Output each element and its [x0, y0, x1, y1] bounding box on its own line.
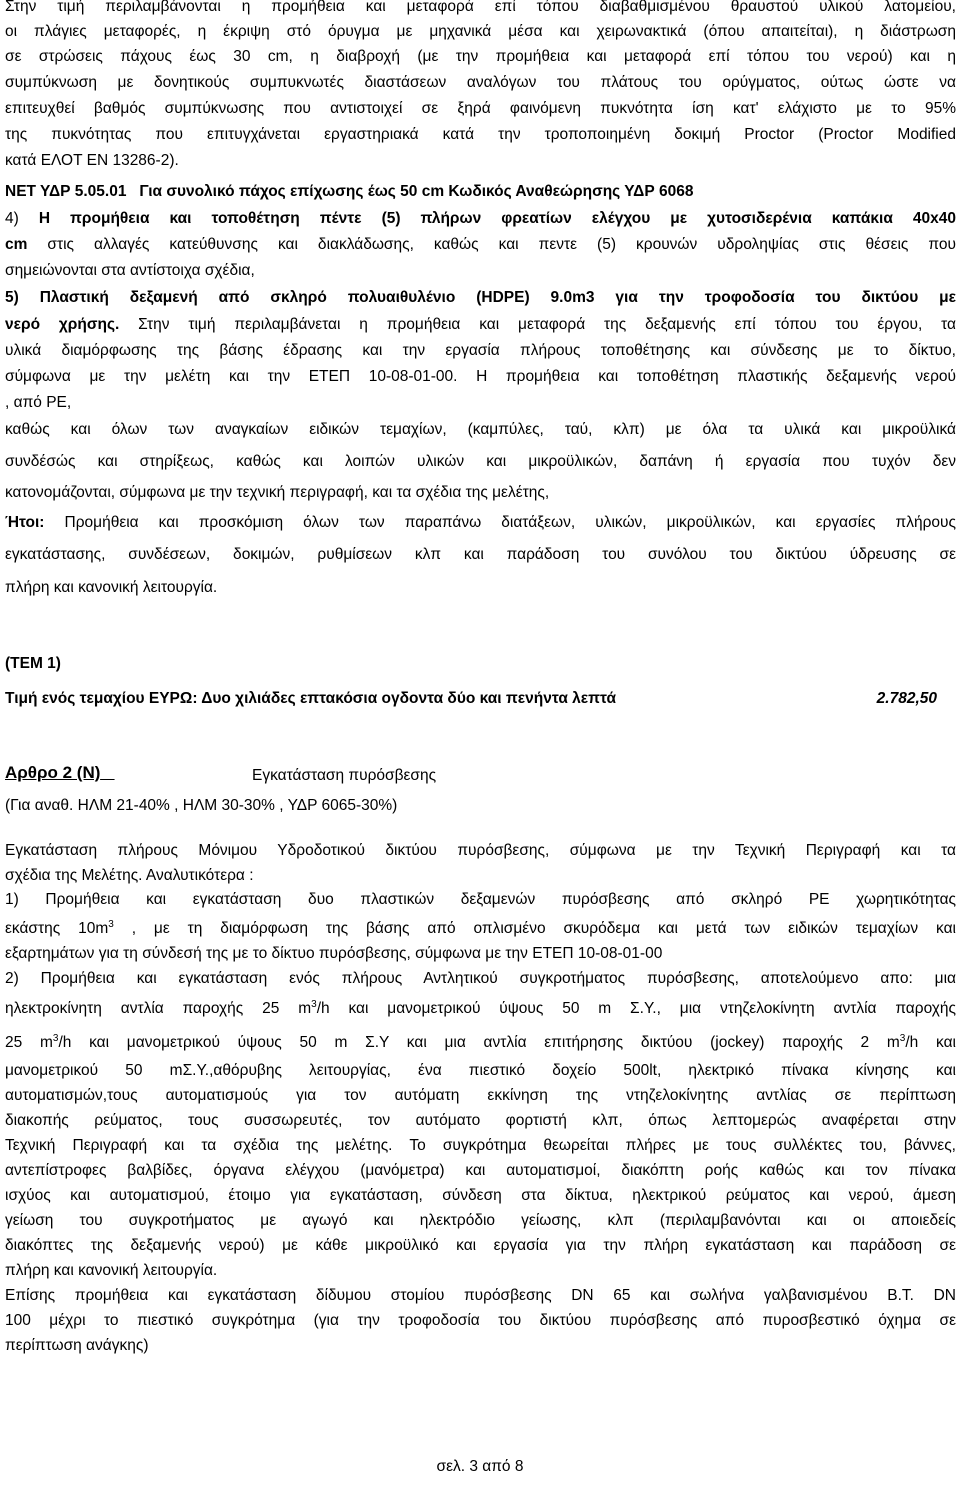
paragraph-line: διακόπτες της δεξαμενής νερού) με κάθε μικροϋλικό και εργασία για την πλήρη εγκατάσταση και παράδοση σε	[5, 1237, 956, 1254]
text-span: , με τη διαμόρφωση της βάσης από οπλισμένο σκυρόδεμα και μετά των ειδικών τεμαχίων και	[113, 920, 956, 937]
price-value: 2.782,50	[876, 690, 937, 707]
paragraph-line: σύμφωνα με την μελέτη και την ΕΤΕΠ 10-08-01-00. Η προμήθεια και τοποθέτηση πλαστικής δεξαμενής νερού	[5, 368, 956, 385]
paragraph-line: Εγκατάσταση πλήρους Μόνιμου Υδροδοτικού δικτύου πυρόσβεσης, σύμφωνα με την Τεχνική Περιγραφή και τα	[5, 842, 956, 859]
item-prefix: 4)	[5, 210, 39, 227]
text-span: /h και μανομετρικού ύψους 50 m Σ.Υ και μια αντλία επιτήρησης δικτύου (jockey) παροχής 2 m	[58, 1034, 900, 1051]
itoi-line	[5, 512, 956, 534]
superscript: 3	[899, 1032, 906, 1044]
item-4-text: στις αλλαγές κατεύθυνσης και διακλάδωσης, καθώς και πεντε (5) κρουνών υδροληψίας στις θέσεις που	[27, 236, 956, 253]
item-4-line-2	[5, 234, 956, 256]
article-refs: (Για αναθ. ΗΛΜ 21-40% , ΗΛΜ 30-30% , ΥΔΡ 6065-30%)	[5, 797, 398, 814]
paragraph-line: πλήρη και κανονική λειτουργία.	[5, 1262, 218, 1279]
paragraph-line: 1) Προμήθεια και εγκατάσταση δυο πλαστικών δεξαμενών πυρόσβεσης από σκληρό PE χωρητικότητας	[5, 891, 956, 908]
text-span: /h και μανομετρικού ύψους 50 m Σ.Υ., μια ντηζελοκίνητη αντλία παροχής	[316, 1000, 957, 1017]
paragraph-line: υλικά διαμόρφωσης της βάσης έδρασης και την εργασία πλήρους τοποθέτησης και σύνδεσης με το δίκτυο,	[5, 342, 956, 359]
superscript: 3	[52, 1032, 59, 1044]
item-4-line-3: σημειώνονται στα αντίστοιχα σχέδια,	[5, 262, 255, 279]
item-5-text: Στην τιμή περιλαμβάνεται η προμήθεια και μεταφορά της δεξαμενής επί τόπου του έργου, τα	[119, 316, 956, 333]
paragraph-line	[5, 1032, 956, 1054]
item-5-title-end: νερό χρήσης.	[5, 316, 120, 333]
item-4-title: Η προμήθεια και τοποθέτηση πέντε (5) πλήρων φρεατίων ελέγχου με χυτοσιδερένια καπάκια 40x40	[38, 210, 956, 227]
paragraph-line: αντεπίστροφες βαλβίδες, όργανα ελέγχου (μανόμετρα) και αυτοματισμοί, διακόπτη ροής καθώς και τον πίνακα	[5, 1162, 956, 1179]
paragraph-line: οι πλάγιες μεταφορές, η έκριψη στό όρυγμα με μηχανικά μέσα και χειρωνακτικά (όπου απαιτείται), η διάστρωση	[5, 23, 956, 40]
paragraph-line: Τεχνική Περιγραφή και τα σχέδια της μελέτης. Το συγκρότημα θεωρείται πλήρες με τους συλλέκτες του, βάννες,	[5, 1137, 956, 1154]
item-4-line-1	[5, 208, 956, 230]
itoi-text: Προμήθεια και προσκόμιση όλων των παραπάνω διατάξεων, υλικών, μικροϋλικών, και εργασίες πλήρους	[44, 514, 956, 531]
paragraph-line: σε στρώσεις πάχους έως 30 cm, η διαβροχή (με την προμήθεια και μεταφορά επί τόπου του νερού) και η	[5, 48, 956, 65]
paragraph-line: 2) Προμήθεια και εγκατάσταση ενός πλήρους Αντλητικού συγκροτήματος πυρόσβεσης, αποτελούμενο απο: μια	[5, 970, 956, 987]
paragraph-line: επιτευχθεί βαθμός συμπύκνωσης που αντιστοιχεί σε ξηρά φαινόμενη πυκνότητα ίση κατ' ελάχιστο με το 95%	[5, 100, 956, 117]
paragraph-line: σχέδια της Μελέτης. Αναλυτικότερα :	[5, 867, 254, 884]
paragraph-line: καθώς και όλων των αναγκαίων ειδικών τεμαχίων, (καμπύλες, ταύ, κλπ) με όλα τα υλικά και μικροϋλικά	[5, 421, 956, 438]
paragraph-line: της πυκνότητας που επιτυγχάνεται εργαστηριακά κατά την τροποποιημένη δοκιμή Proctor (Proctor Modified	[5, 126, 956, 143]
superscript: 3	[108, 918, 114, 930]
paragraph-line: Επίσης προμήθεια και εγκατάσταση δίδυμου στομίου πυρόσβεσης DN 65 και σωλήνα γαλβανισμένου Β.Τ. DN	[5, 1287, 956, 1304]
price-label: Τιμή ενός τεμαχίου ΕΥΡΩ: Δυο χιλιάδες επτακόσια ογδοντα δύο και πενήντα λεπτά	[5, 690, 617, 707]
paragraph-line: συνδέσώς και στηρίξεως, καθώς και λοιπών υλικών και μικροϋλικών, δαπάνη ή εργασία που τυχόν δεν	[5, 453, 956, 470]
paragraph-line: εξαρτημάτων για τη σύνδεσή της με το δίκτυο πυρόσβεσης, σύμφωνα με την ΕΤΕΠ 10-08-01-00	[5, 945, 663, 962]
paragraph-line: 100 μέχρι το πιεστικό συγκρότημα (για την τροφοδοσία του δικτύου πυρόσβεσης από πυροσβεστικό όχημα σε	[5, 1312, 956, 1329]
paragraph-line: , από PE,	[5, 394, 72, 411]
net-code-line: ΝΕΤ ΥΔΡ 5.05.01 Για συνολικό πάχος επίχωσης έως 50 cm Κωδικός Αναθεώρησης ΥΔΡ 6068	[5, 183, 694, 200]
article-heading-underline	[100, 763, 114, 782]
text-span: /h και	[905, 1034, 956, 1051]
paragraph-line: Στην τιμή περιλαμβάνονται η προμήθεια και μεταφορά επί τόπου διαβαθμισμένου θραυστού υλικού λατομείου,	[5, 0, 956, 15]
paragraph-line: συμπύκνωση με δονητικούς συμπυκνωτές διαστάσεων αναλόγων του πλάτους του ορύγματος, ούτως ώστε να	[5, 74, 956, 91]
item-5-title: 5) Πλαστική δεξαμενή από σκληρό πολυαιθυλένιο (HDPE) 9.0m3 για την τροφοδοσία του δικτύου με	[5, 289, 956, 306]
text-span: 25 m	[5, 1034, 53, 1051]
paragraph-line: διακοπής ρεύματος, τους συσσωρευτές, τον αυτόματο φορτιστή κλπ, όπως λεπτομερώς αναφέρεται στην	[5, 1112, 956, 1129]
paragraph-line: αυτοματισμών,τους αυτοματισμούς για τον αυτόματη εκκίνηση της ντηζελοκίνητης αντλίας σε περίπτωση	[5, 1087, 956, 1104]
paragraph-line: κατονομάζονται, σύμφωνα με την τεχνική περιγραφή, και τα σχέδια της μελέτης,	[5, 484, 550, 501]
paragraph-line: γείωση του συγκροτήματος με αγωγό και ηλεκτρόδιο γείωσης, κλπ (περιλαμβανόνται και οι αποιεδείς	[5, 1212, 956, 1229]
article-number: Αρθρο 2 (Ν)	[5, 763, 101, 782]
paragraph-line	[5, 918, 956, 940]
paragraph-line: ισχύος και αυτοματισμού, έτοιμο για εγκατάσταση, σύνδεση στα δίκτυα, ηλεκτρικού ρεύματος και νερού, άμεση	[5, 1187, 956, 1204]
itoi-label: Ήτοι:	[5, 514, 45, 531]
paragraph-line: μανομετρικού 50 mΣ.Υ.,αθόρυβης λειτουργίας, ένα πιεστικό δοχείο 500lt, ηλεκτρικό πίνακα κίνησης και	[5, 1062, 956, 1079]
paragraph-line: εγκατάστασης, συνδέσεων, δοκιμών, ρυθμίσεων κλπ και παράδοση του συνόλου του δικτύου ύδρευσης σε	[5, 546, 956, 563]
article-title: Εγκατάσταση πυρόσβεσης	[252, 767, 437, 784]
paragraph-line: κατά ΕΛΟΤ ΕΝ 13286-2).	[5, 152, 179, 169]
unit-cm: cm	[5, 236, 28, 253]
page-number: σελ. 3 από 8	[436, 1458, 524, 1475]
paragraph-line: περίπτωση ανάγκης)	[5, 1337, 149, 1354]
paragraph-line	[5, 998, 956, 1020]
paragraph-line: πλήρη και κανονική λειτουργία.	[5, 579, 218, 596]
item-5-line-2	[5, 314, 956, 336]
text-span: ηλεκτροκίνητη αντλία παροχής 25 m	[5, 1000, 312, 1017]
unit-label: (ΤΕΜ 1)	[5, 655, 61, 672]
superscript: 3	[311, 998, 317, 1010]
text-span: εκάστης 10m	[5, 920, 109, 937]
